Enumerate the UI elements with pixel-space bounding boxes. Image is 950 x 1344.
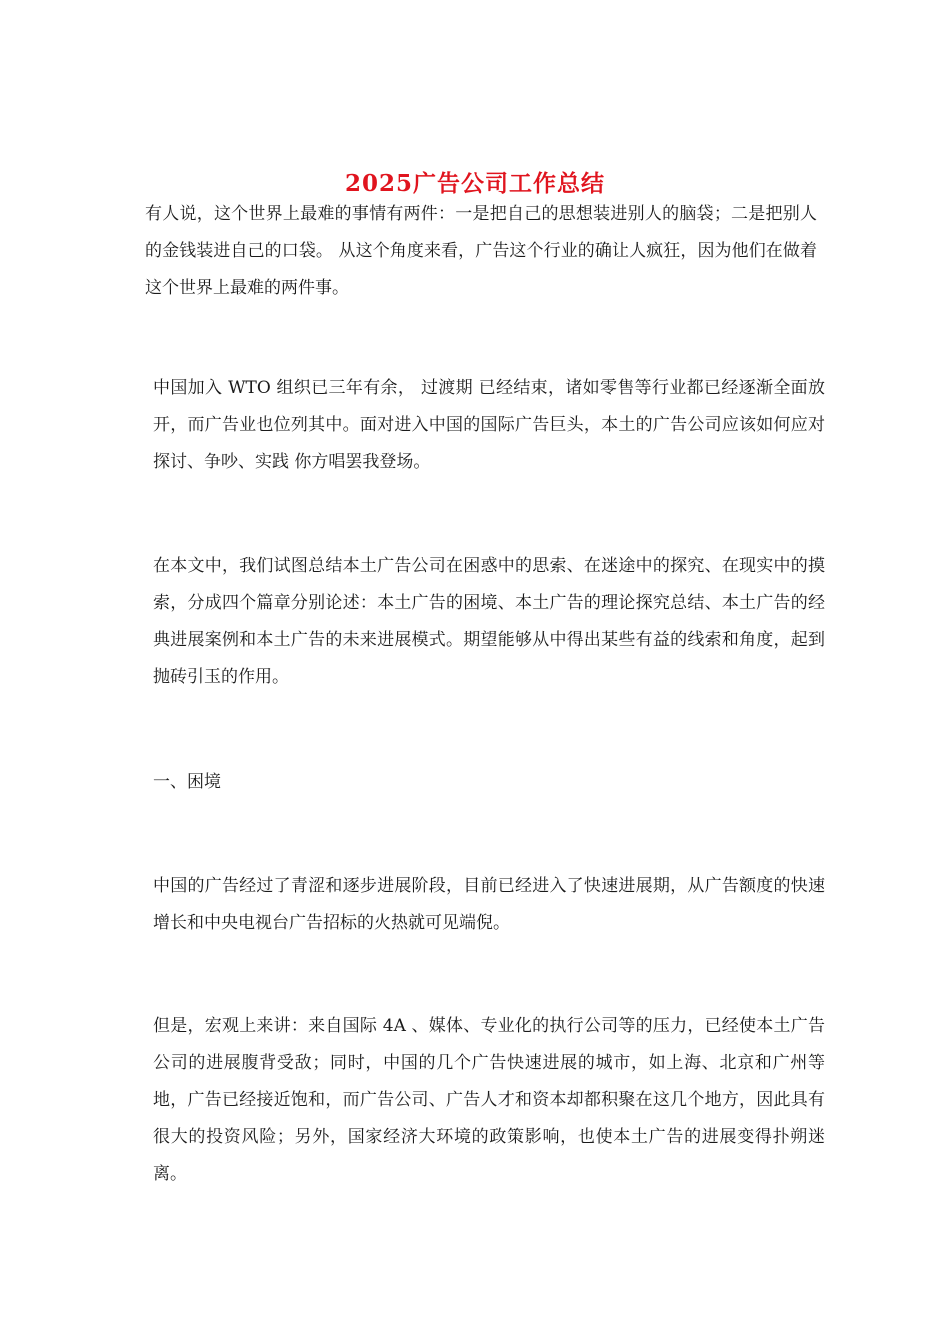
paragraph-intro: 有人说，这个世界上最难的事情有两件：一是把自己的思想装进别人的脑袋；二是把别人的金钱装进自己的口袋。 从这个角度来看，广告这个行业的确让人疯狂，因为他们在做着这个世界上最难的两件事。 [145,204,817,298]
document-title: 2025广告公司工作总结 [344,170,605,198]
paragraph-wto: 中国加入 WTO 组织已三年有余， 过渡期 已经结束，诸如零售等行业都已经逐渐全面放开，而广告业也位列其中。面对进入中国的国际广告巨头，本土的广告公司应该如何应对 探讨、争吵、实践 你方唱罢我登场。 [153,378,825,472]
paragraph-growth: 中国的广告经过了青涩和逐步进展阶段，目前已经进入了快速进展期，从广告额度的快速增长和中央电视台广告招标的火热就可见端倪。 [153,876,825,933]
paragraph-overview: 在本文中，我们试图总结本土广告公司在困惑中的思索、在迷途中的探究、在现实中的摸索，分成四个篇章分别论述：本土广告的困境、本土广告的理论探究总结、本土广告的经典进展案例和本土广告的未来进展模式。期望能够从中得出某些有益的线索和角度，起到抛砖引玉的作用。 [153,556,825,687]
paragraph-pressure: 但是，宏观上来讲：来自国际 4A 、媒体、专业化的执行公司等的压力，已经使本土广告公司的进展腹背受敌；同时，中国的几个广告快速进展的城市，如上海、北京和广州等地，广告已经接近饱和，而广告公司、广告人才和资本却都积聚在这几个地方，因此具有很大的投资风险；另外，国家经济大环境的政策影响，也使本土广告的进展变得扑朔迷离。 [153,1016,825,1184]
section-heading-dilemma: 一、困境 [153,772,221,792]
